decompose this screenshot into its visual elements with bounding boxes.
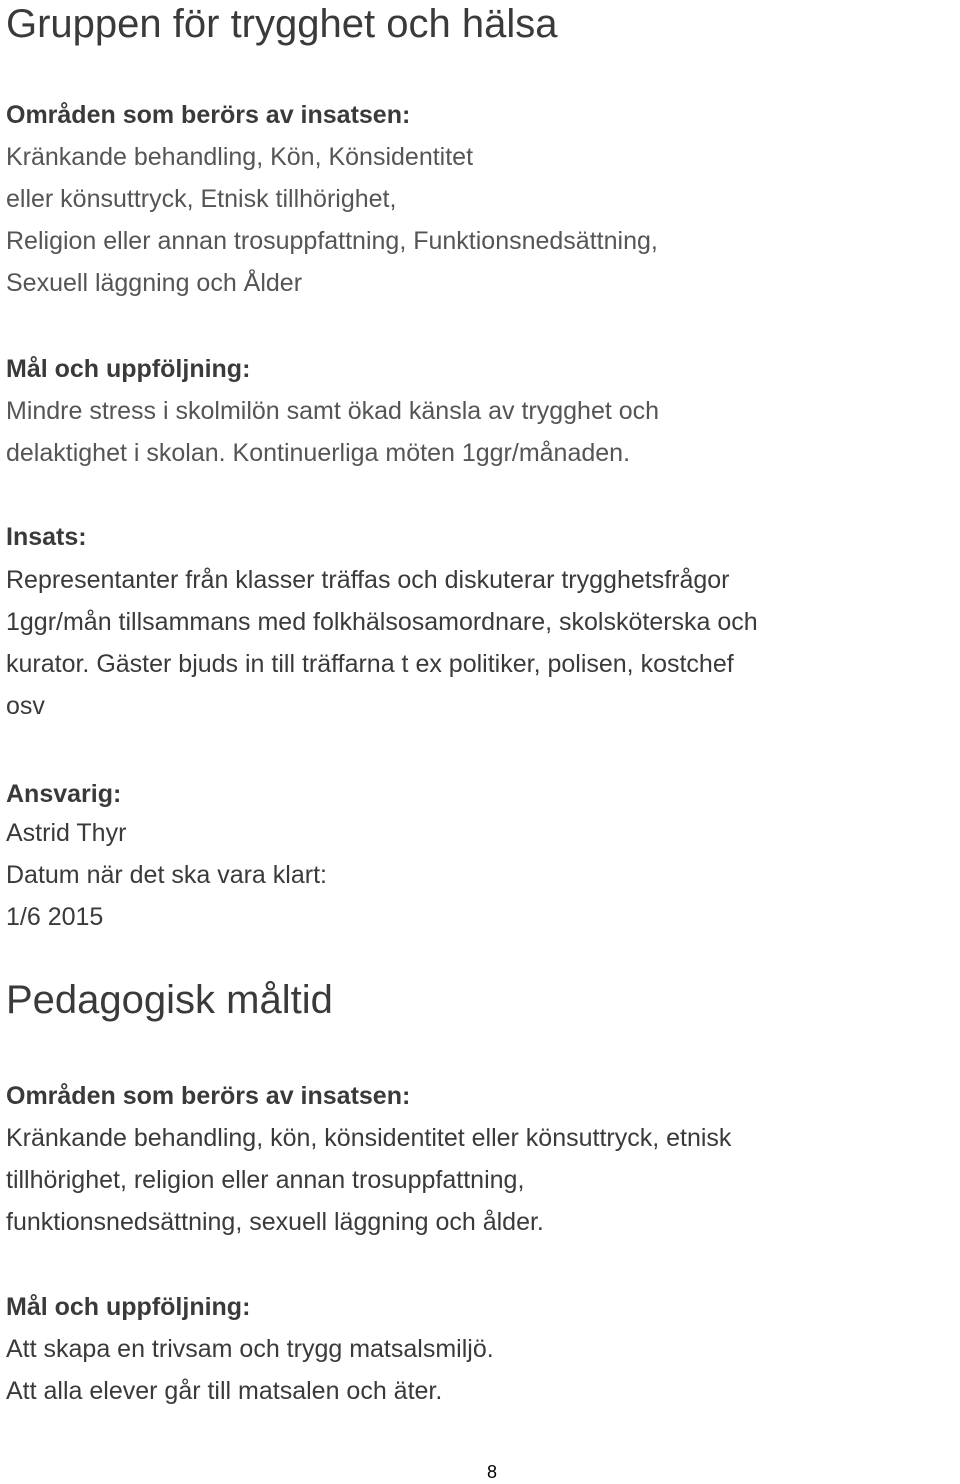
responsible-label: Ansvarig: [6,780,122,808]
areas-text [6,1117,731,1243]
text-line: Representanter från klasser träffas och diskuterar trygghetsfrågor [6,566,730,594]
text-line: Kränkande behandling, kön, könsidentitet eller könsuttryck, etnisk [6,1124,732,1152]
section-title: Pedagogisk måltid [6,978,333,1022]
areas-label: Områden som berörs av insatsen: [6,1082,411,1110]
text-line: Att alla elever går till matsalen och äter. [6,1377,443,1405]
text-line: kurator. Gäster bjuds in till träffarna t ex politiker, polisen, kostchef [6,650,734,678]
text-line: Religion eller annan trosuppfattning, Funktionsnedsättning, [6,227,658,255]
action-text [6,559,758,727]
text-line: funktionsnedsättning, sexuell läggning och ålder. [6,1208,544,1236]
text-line: osv [6,692,45,720]
page-number: 8 [487,1462,498,1482]
text-line: Astrid Thyr [6,819,127,847]
responsible-text [6,812,327,938]
text-line: Datum när det ska vara klart: [6,861,327,889]
areas-text [6,136,658,304]
text-line: Att skapa en trivsam och trygg matsalsmiljö. [6,1335,494,1363]
text-line: tillhörighet, religion eller annan trosuppfattning, [6,1166,525,1194]
goal-text [6,390,659,474]
text-line: Sexuell läggning och Ålder [6,269,303,297]
text-line: Kränkande behandling, Kön, Könsidentitet [6,143,474,171]
text-line: delaktighet i skolan. Kontinuerliga möten 1ggr/månaden. [6,439,631,467]
goal-label: Mål och uppföljning: [6,355,251,383]
section-title: Gruppen för trygghet och hälsa [6,2,558,46]
action-label: Insats: [6,523,87,551]
text-line: 1ggr/mån tillsammans med folkhälsosamordnare, skolsköterska och [6,608,758,636]
text-line: eller könsuttryck, Etnisk tillhörighet, [6,185,397,213]
text-line: Mindre stress i skolmilön samt ökad känsla av trygghet och [6,397,660,425]
areas-label: Områden som berörs av insatsen: [6,101,411,129]
goal-text [6,1328,494,1412]
goal-label: Mål och uppföljning: [6,1293,251,1321]
text-line: 1/6 2015 [6,903,104,931]
